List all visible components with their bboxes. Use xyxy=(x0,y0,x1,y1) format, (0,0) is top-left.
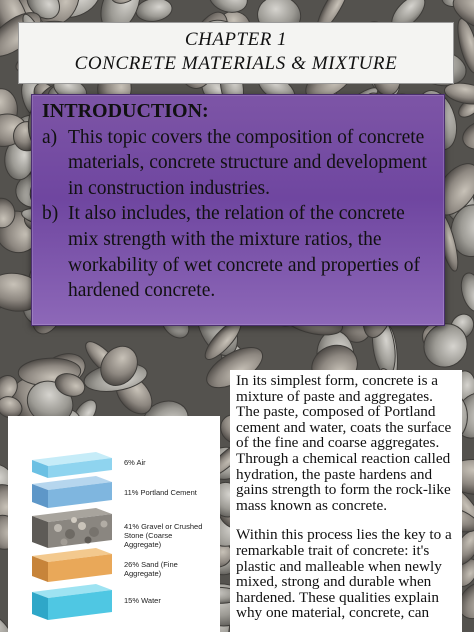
intro-item-marker: b) xyxy=(42,203,59,225)
intro-item xyxy=(42,125,436,202)
introduction-box xyxy=(31,94,445,326)
layer-label-water: 15% Water xyxy=(124,596,161,605)
chapter-number: CHAPTER 1 xyxy=(184,29,288,50)
intro-item-marker: a) xyxy=(42,126,58,148)
introduction-heading: INTRODUCTION: xyxy=(42,100,209,122)
layer-water xyxy=(32,584,112,620)
concrete-composition-diagram xyxy=(8,416,220,632)
intro-item-text: It also includes, the relation of the concrete mix strength with the mixture ratios, the workability of wet concrete and properties of hardened concrete. xyxy=(68,203,420,302)
layer-air xyxy=(32,452,112,478)
layer-label-air: 6% Air xyxy=(124,458,146,467)
layer-cement xyxy=(32,476,112,508)
layer-label-cement: 11% Portland Cement xyxy=(124,488,197,497)
layer-label-sand: 26% Sand (Fine Aggregate) xyxy=(124,560,178,578)
chapter-title-box xyxy=(18,22,454,84)
body-paragraph: In its simplest form, concrete is a mixture of paste and aggregates. The paste, composed of Portland cement and water, coats the surface of the fine and coarse aggregates. Through a chemical reaction called hydration, the paste hardens and gains strength to form the rock-like mass known as concrete. xyxy=(236,372,452,514)
intro-item xyxy=(42,201,436,303)
concrete-description xyxy=(230,370,462,632)
body-paragraph: Within this process lies the key to a remarkable trait of concrete: it's plastic and malleable when newly mixed, strong and durable when hardened. These qualities explain why one material, concrete, can xyxy=(236,526,452,622)
layer-sand xyxy=(32,548,112,582)
chapter-title: CONCRETE MATERIALS & MIXTURE xyxy=(74,53,398,74)
layer-gravel xyxy=(32,508,112,548)
intro-item-text: This topic covers the composition of concrete materials, concrete structure and development in construction industries. xyxy=(68,126,427,199)
layer-label-gravel: 41% Gravel or Crushed Stone (Coarse Aggregate) xyxy=(124,522,203,549)
